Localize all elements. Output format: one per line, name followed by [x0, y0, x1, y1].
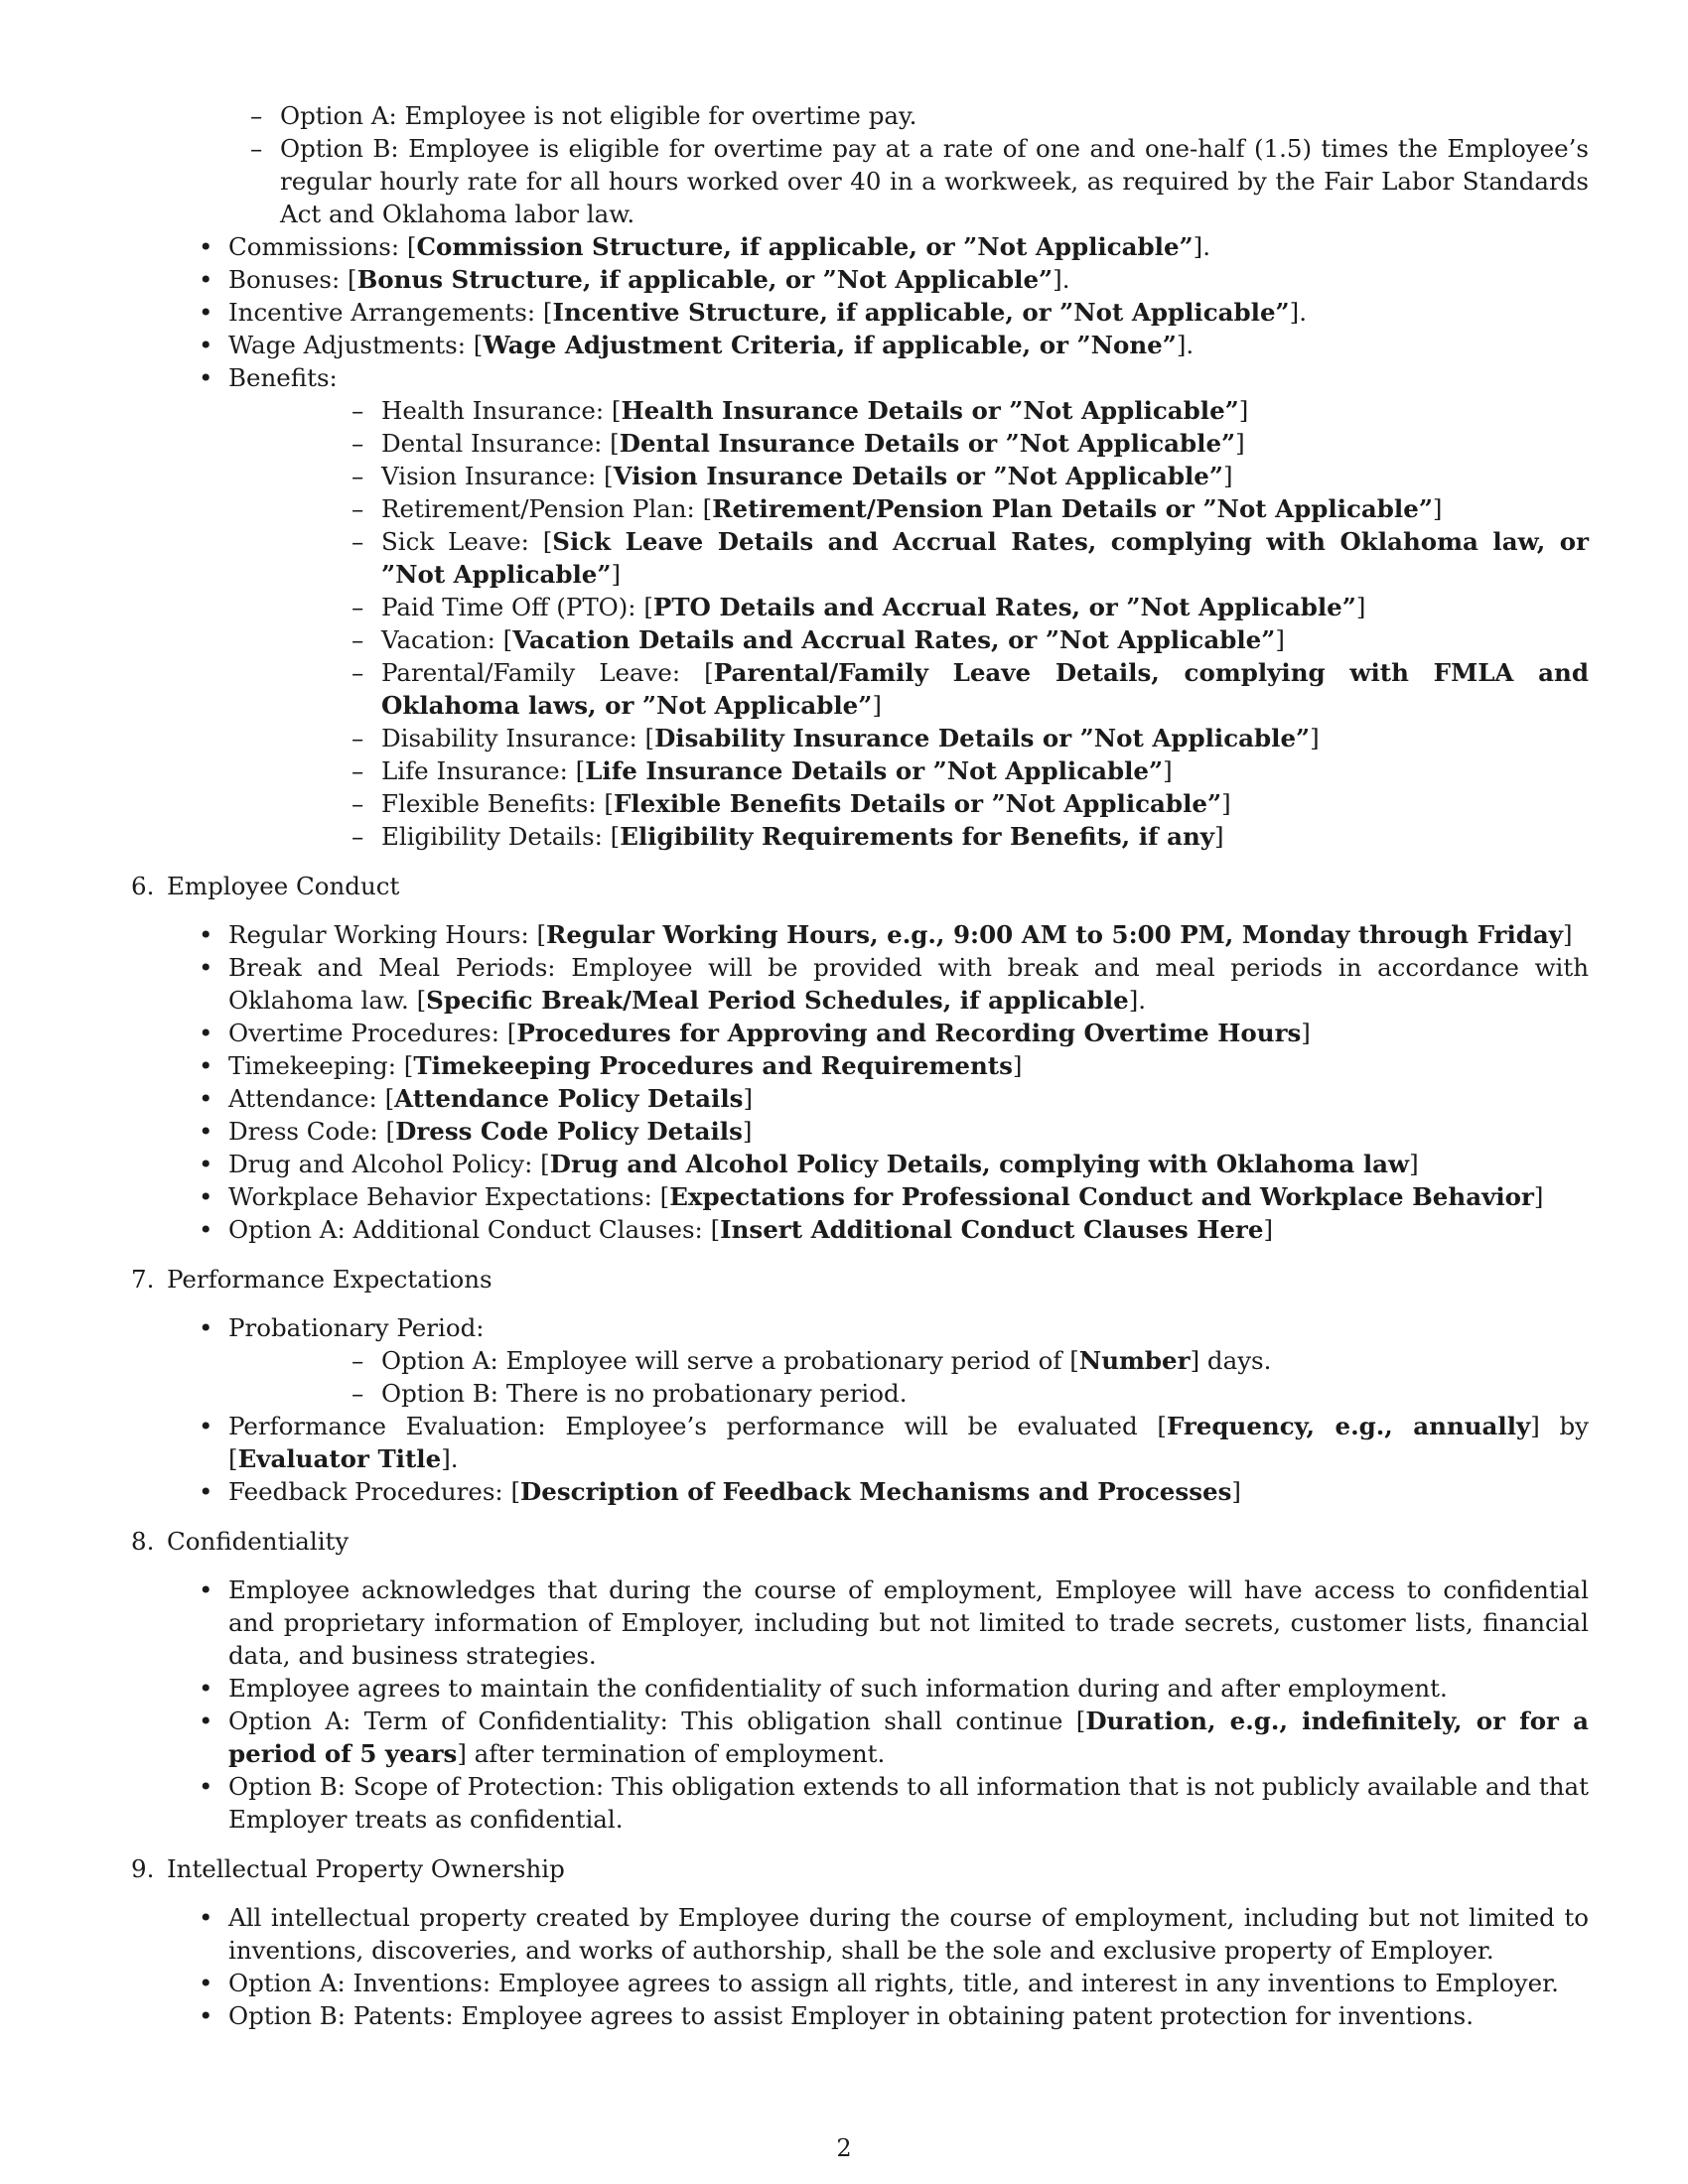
dash-marker: – [250, 101, 263, 130]
bullet-marker: • [199, 1051, 213, 1080]
sub-list [228, 394, 1589, 853]
bullet-marker: • [199, 1969, 213, 1997]
text-run: ]. [1289, 298, 1307, 327]
placeholder-field: Evaluator Title [237, 1444, 442, 1473]
dash-marker: – [352, 593, 364, 621]
sub-list-item [228, 1344, 1589, 1377]
dash-marker: – [352, 822, 364, 851]
text-run: Option A: Additional Conduct Clauses: [ [228, 1215, 721, 1244]
text-run: Dental Insurance: [ [381, 429, 620, 458]
placeholder-field: Life Insurance Details or ”Not Applicable” [585, 756, 1164, 785]
dash-marker: – [352, 658, 364, 687]
text-run: Option B: There is no probationary period. [381, 1379, 908, 1408]
placeholder-field: Number [1078, 1346, 1191, 1375]
bullet-marker: • [199, 1903, 213, 1932]
section-heading [127, 870, 1589, 902]
bullet-marker: • [199, 363, 213, 392]
bullet-marker: • [199, 1706, 213, 1735]
list-item [127, 263, 1589, 296]
text-run: ] [1163, 756, 1173, 785]
section-heading [127, 1852, 1589, 1885]
section-number: 7. [131, 1265, 155, 1294]
text-run: Option B: Patents: Employee agrees to assist Employer in obtaining patent protection for inventions. [228, 2001, 1475, 2030]
text-run: ] days. [1190, 1346, 1272, 1375]
text-run: ] after termination of employment. [457, 1739, 886, 1768]
bullet-marker: • [199, 1477, 213, 1506]
bullet-marker: • [199, 1182, 213, 1211]
text-run: ] [1214, 822, 1224, 851]
text-run: Life Insurance: [ [381, 756, 586, 785]
bullet-list [127, 1573, 1589, 1836]
sub-list-item [228, 722, 1589, 754]
section-title: Intellectual Property Ownership [167, 1854, 565, 1883]
placeholder-field: Eligibility Requirements for Benefits, if any [620, 822, 1215, 851]
placeholder-field: Frequency, e.g., annually [1166, 1412, 1531, 1440]
text-run: ] [1310, 724, 1320, 752]
dash-marker: – [352, 724, 364, 752]
list-item [127, 296, 1589, 329]
section-heading [127, 1263, 1589, 1296]
text-run: ] [1263, 1215, 1273, 1244]
list-item [127, 1082, 1589, 1115]
text-run: Overtime Procedures: [ [228, 1019, 517, 1047]
list-item [127, 951, 1589, 1017]
dash-marker: – [352, 756, 364, 785]
placeholder-field: Specific Break/Meal Period Schedules, if applicable [426, 986, 1129, 1015]
text-run: ] [1533, 1182, 1544, 1211]
text-run: All intellectual property created by Employee during the course of employment, including but not limited to inventions, discoveries, and works of authorship, shall be the sole and exclusive property of Employer. [228, 1903, 1589, 1965]
text-run: ] [1235, 429, 1245, 458]
text-run: ] [1221, 789, 1231, 818]
list-item [127, 1770, 1589, 1836]
text-run: Employee agrees to maintain the confidentiality of such information during and after employment. [228, 1674, 1448, 1703]
text-run: ] [872, 691, 882, 720]
text-run: Drug and Alcohol Policy: [ [228, 1150, 550, 1178]
text-run: Wage Adjustments: [ [228, 331, 484, 359]
placeholder-field: Bonus Structure, if applicable, or ”Not Applicable” [356, 265, 1054, 294]
list-item [127, 1967, 1589, 1999]
page-number: 2 [836, 2134, 852, 2162]
placeholder-field: Timekeeping Procedures and Requirements [413, 1051, 1013, 1080]
text-run: ]. [1053, 265, 1070, 294]
bullet-marker: • [199, 1772, 213, 1801]
text-run: ]. [1128, 986, 1147, 1015]
sub-list-item [127, 99, 1589, 132]
sub-list-item [127, 132, 1589, 230]
text-run: ] [742, 1117, 753, 1146]
dash-marker: – [250, 134, 263, 163]
placeholder-field: Sick Leave Details and Accrual Rates, complying with Oklahoma law, or ”Not Applicable” [381, 527, 1589, 589]
bullet-marker: • [199, 953, 213, 982]
list-item [127, 1901, 1589, 1967]
text-run: Disability Insurance: [ [381, 724, 655, 752]
bullet-marker: • [199, 2001, 213, 2030]
dash-marker: – [352, 789, 364, 818]
text-run: Performance Evaluation: Employee’s performance will be evaluated [ [228, 1412, 1167, 1440]
text-run: ]. [1193, 232, 1211, 261]
sub-list-item [228, 754, 1589, 787]
bullet-marker: • [199, 331, 213, 359]
text-run: Option B: Scope of Protection: This obligation extends to all information that is not publicly available and that Employer treats as confidential. [228, 1772, 1589, 1834]
sub-list-item [228, 427, 1589, 460]
text-run: Regular Working Hours: [ [228, 920, 547, 949]
list-item [127, 1410, 1589, 1475]
sub-list-item [228, 623, 1589, 656]
list-item [127, 1705, 1589, 1770]
dash-marker: – [352, 396, 364, 425]
text-run: ] [611, 560, 622, 589]
text-run: Option A: Term of Confidentiality: This obligation shall continue [ [228, 1706, 1086, 1735]
list-item [127, 230, 1589, 263]
placeholder-field: Commission Structure, if applicable, or ”Not Applicable” [416, 232, 1194, 261]
bullet-marker: • [199, 232, 213, 261]
list-item [127, 1115, 1589, 1148]
sub-list-item [228, 656, 1589, 722]
list-item [127, 918, 1589, 951]
sub-list-item [228, 525, 1589, 591]
section-heading [127, 1525, 1589, 1558]
text-run: Dress Code: [ [228, 1117, 396, 1146]
section-number: 8. [131, 1527, 155, 1556]
list-item [127, 1672, 1589, 1705]
placeholder-field: Incentive Structure, if applicable, or ”Not Applicable” [552, 298, 1290, 327]
placeholder-field: Retirement/Pension Plan Details or ”Not Applicable” [712, 494, 1433, 523]
section [127, 870, 1589, 1246]
placeholder-field: Procedures for Approving and Recording Overtime Hours [516, 1019, 1302, 1047]
placeholder-field: Expectations for Professional Conduct and Workplace Behavior [669, 1182, 1534, 1211]
bullet-list [127, 918, 1589, 1246]
placeholder-field: Wage Adjustment Criteria, if applicable, or ”None” [483, 331, 1177, 359]
text-run: Option A: Inventions: Employee agrees to assign all rights, title, and interest in any inventions to Employer. [228, 1969, 1559, 1997]
bullet-marker: • [199, 1575, 213, 1604]
placeholder-field: Disability Insurance Details or ”Not Applicable” [654, 724, 1311, 752]
section-title: Confidentiality [167, 1527, 350, 1556]
sub-list-item [228, 787, 1589, 820]
text-run: ] [1301, 1019, 1311, 1047]
text-run: ]. [1176, 331, 1195, 359]
text-run: Option A: Employee is not eligible for overtime pay. [280, 101, 917, 130]
text-run: ] [1275, 625, 1285, 654]
placeholder-field: Drug and Alcohol Policy Details, complying with Oklahoma law [549, 1150, 1410, 1178]
bullet-list [127, 1901, 1589, 2032]
section-number: 9. [131, 1854, 155, 1883]
text-run: Parental/Family Leave: [ [381, 658, 714, 687]
document-page [127, 99, 1589, 2032]
text-run: Incentive Arrangements: [ [228, 298, 553, 327]
bullet-marker: • [199, 1150, 213, 1178]
placeholder-field: Duration, e.g., indefinitely, or for a period of 5 years [228, 1706, 1590, 1768]
text-run: Health Insurance: [ [381, 396, 622, 425]
text-run: ] [1355, 593, 1366, 621]
sub-list-item [228, 591, 1589, 623]
bullet-marker: • [199, 1674, 213, 1703]
placeholder-field: Description of Feedback Mechanisms and Processes [520, 1477, 1232, 1506]
section-number: 6. [131, 872, 155, 900]
list-item [127, 1049, 1589, 1082]
section [127, 1852, 1589, 2032]
section-title: Employee Conduct [167, 872, 400, 900]
text-run: Workplace Behavior Expectations: [ [228, 1182, 670, 1211]
placeholder-field: Flexible Benefits Details or ”Not Applicable” [613, 789, 1222, 818]
text-run: ] [1563, 920, 1573, 949]
text-run: ] [1409, 1150, 1419, 1178]
placeholder-field: Regular Working Hours, e.g., 9:00 AM to 5:00 PM, Monday through Friday [546, 920, 1563, 949]
text-run: Benefits: [228, 363, 338, 392]
dash-marker: – [352, 527, 364, 556]
bullet-marker: • [199, 1412, 213, 1440]
text-run: Commissions: [ [228, 232, 417, 261]
placeholder-field: Dress Code Policy Details [395, 1117, 743, 1146]
placeholder-field: Dental Insurance Details or ”Not Applicable” [619, 429, 1236, 458]
bullet-marker: • [199, 298, 213, 327]
section [127, 1263, 1589, 1508]
sub-list-item [228, 394, 1589, 427]
text-run: Bonuses: [ [228, 265, 357, 294]
sub-list-item [228, 460, 1589, 492]
bullet-list [127, 230, 1589, 853]
text-run: Sick Leave: [ [381, 527, 553, 556]
list-item [127, 1311, 1589, 1410]
dash-marker: – [352, 1346, 364, 1375]
text-run: Vision Insurance: [ [381, 462, 614, 490]
sub-list-item [228, 1377, 1589, 1410]
text-run: Vacation: [ [381, 625, 513, 654]
list-item [127, 1213, 1589, 1246]
text-run: ] by [ [228, 1412, 1590, 1473]
text-run: Probationary Period: [228, 1313, 485, 1342]
text-run: ] [1231, 1477, 1241, 1506]
dash-marker: – [352, 429, 364, 458]
text-run: Option B: Employee is eligible for overtime pay at a rate of one and one-half (1.5) times the Employee’s regular hourly rate for all hours worked over 40 in a workweek, as required by the Fair Labor Standards Act and Oklahoma labor law. [280, 134, 1589, 228]
text-run: Employee acknowledges that during the course of employment, Employee will have access to confidential and proprietary information of Employer, including but not limited to trade secrets, customer lists, financial data, and business strategies. [228, 1575, 1589, 1670]
list-item [127, 1180, 1589, 1213]
bullet-marker: • [199, 1019, 213, 1047]
placeholder-field: Vision Insurance Details or ”Not Applicable” [613, 462, 1223, 490]
text-run: Attendance: [ [228, 1084, 395, 1113]
dash-marker: – [352, 462, 364, 490]
placeholder-field: Parental/Family Leave Details, complying with FMLA and Oklahoma laws, or ”Not Applicable” [381, 658, 1589, 720]
text-run: Retirement/Pension Plan: [ [381, 494, 713, 523]
dash-marker: – [352, 1379, 364, 1408]
bullet-marker: • [199, 265, 213, 294]
section-title: Performance Expectations [167, 1265, 492, 1294]
text-run: ]. [441, 1444, 459, 1473]
list-item [127, 1475, 1589, 1508]
bullet-marker: • [199, 920, 213, 949]
text-run: Paid Time Off (PTO): [ [381, 593, 653, 621]
sub-list [127, 99, 1589, 230]
bullet-marker: • [199, 1215, 213, 1244]
sub-list-item [228, 492, 1589, 525]
placeholder-field: Insert Additional Conduct Clauses Here [720, 1215, 1264, 1244]
section [127, 1525, 1589, 1836]
text-run: Break and Meal Periods: Employee will be provided with break and meal periods in accordance with Oklahoma law. [ [228, 953, 1589, 1015]
text-run: ] [1222, 462, 1233, 490]
text-run: Option A: Employee will serve a probationary period of [ [381, 1346, 1079, 1375]
placeholder-field: PTO Details and Accrual Rates, or ”Not Applicable” [652, 593, 1356, 621]
text-run: ] [1432, 494, 1443, 523]
continued-compensation-list [127, 99, 1589, 853]
placeholder-field: Health Insurance Details or ”Not Applicable” [621, 396, 1239, 425]
bullet-marker: • [199, 1084, 213, 1113]
placeholder-field: Attendance Policy Details [394, 1084, 744, 1113]
list-item [127, 1999, 1589, 2032]
bullet-list [127, 1311, 1589, 1508]
sub-list-item [228, 820, 1589, 853]
text-run: Eligibility Details: [ [381, 822, 621, 851]
list-item [127, 329, 1589, 361]
placeholder-field: Vacation Details and Accrual Rates, or ”Not Applicable” [512, 625, 1276, 654]
bullet-marker: • [199, 1313, 213, 1342]
text-run: ] [743, 1084, 753, 1113]
dash-marker: – [352, 625, 364, 654]
text-run: ] [1012, 1051, 1023, 1080]
dash-marker: – [352, 494, 364, 523]
text-run: Flexible Benefits: [ [381, 789, 614, 818]
list-item [127, 361, 1589, 853]
sub-list [228, 1344, 1589, 1410]
list-item [127, 1148, 1589, 1180]
list-item [127, 1017, 1589, 1049]
text-run: Feedback Procedures: [ [228, 1477, 520, 1506]
text-run: ] [1238, 396, 1249, 425]
text-run: Timekeeping: [ [228, 1051, 414, 1080]
list-item [127, 1573, 1589, 1672]
numbered-sections [127, 870, 1589, 2032]
bullet-marker: • [199, 1117, 213, 1146]
